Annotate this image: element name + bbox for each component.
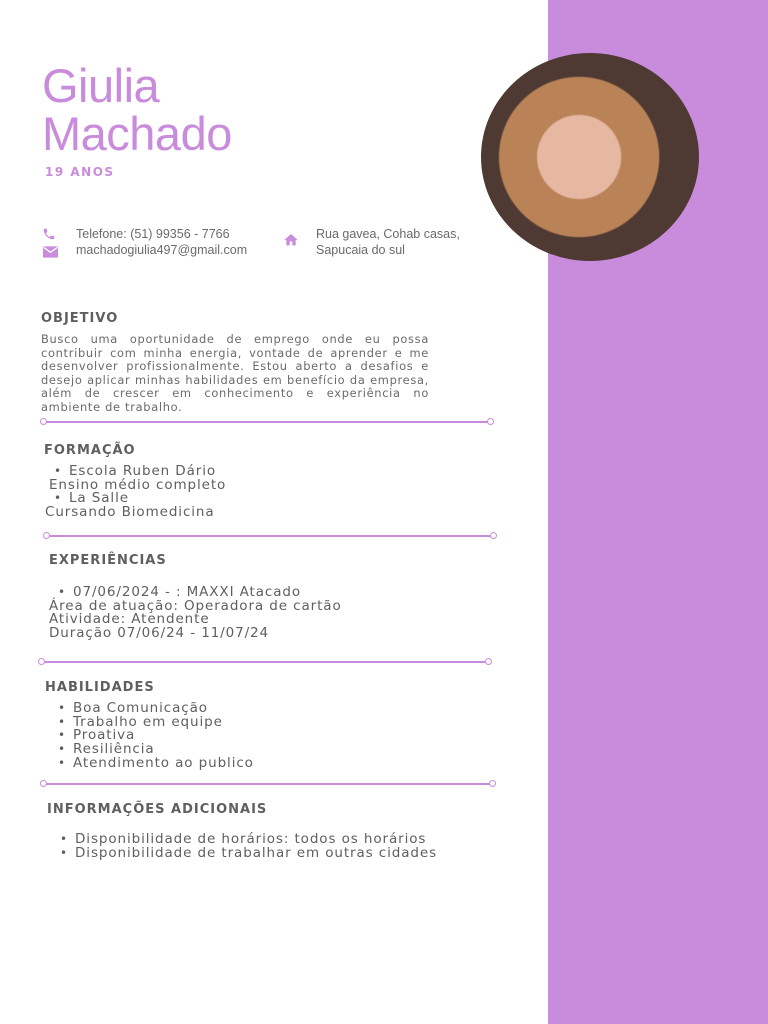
skill-item: • Trabalho em equipe bbox=[49, 716, 254, 730]
experiencias-title: EXPERIÊNCIAS bbox=[49, 553, 167, 568]
formacao-title: FORMAÇÃO bbox=[44, 443, 136, 458]
divider-3 bbox=[44, 661, 486, 663]
last-name: Machado bbox=[42, 107, 232, 160]
job-duration: Duração 07/06/24 - 11/07/24 bbox=[49, 625, 270, 642]
skill-item: • Boa Comunicação bbox=[49, 702, 254, 716]
address-info bbox=[316, 226, 460, 258]
full-name bbox=[42, 59, 232, 160]
school-2: • La Salle bbox=[45, 492, 226, 506]
habilidades-title: HABILIDADES bbox=[45, 680, 155, 695]
experiencias-list bbox=[49, 586, 342, 641]
profile-photo bbox=[481, 53, 699, 261]
informacoes-list bbox=[51, 833, 437, 860]
contact-info bbox=[76, 226, 247, 258]
objetivo-text: Busco uma oportunidade de emprego onde eu possa contribuir com minha energia, vontade de aprender e me desenvolver profissionalmente. Estou aberto a desafios e desejo aplicar minhas habilidades em benefício da empresa, além de crescer em conhecimento e experiência no ambiente de trabalho. bbox=[41, 332, 429, 414]
job-entry: • 07/06/2024 - : MAXXI Atacado bbox=[49, 586, 342, 600]
objetivo-title: OBJETIVO bbox=[41, 311, 119, 326]
address-line-2: Sapucaia do sul bbox=[316, 243, 405, 257]
divider-4 bbox=[46, 783, 490, 785]
job-activity: Atividade: Atendente bbox=[49, 611, 210, 628]
email-text: machadogiulia497@gmail.com bbox=[76, 243, 248, 257]
job-area: Área de atuação: Operadora de cartão bbox=[49, 597, 342, 614]
home-icon bbox=[283, 232, 299, 248]
informacoes-title: INFORMAÇÕES ADICIONAIS bbox=[47, 802, 268, 817]
email-icon bbox=[43, 246, 58, 258]
school-1: • Escola Ruben Dário bbox=[45, 465, 226, 479]
formacao-list bbox=[45, 465, 226, 520]
age-label: 19 ANOS bbox=[45, 165, 115, 179]
phone-icon bbox=[42, 226, 56, 242]
address-line-1: Rua gavea, Cohab casas, bbox=[316, 227, 460, 241]
info-item: • Disponibilidade de horários: todos os horários bbox=[51, 833, 437, 847]
skill-item: • Proativa bbox=[49, 729, 254, 743]
school-2-detail: Cursando Biomedicina bbox=[45, 504, 215, 521]
school-1-detail: Ensino médio completo bbox=[49, 476, 227, 493]
phone-text: Telefone: (51) 99356 - 7766 bbox=[76, 227, 230, 241]
skill-item: • Resiliência bbox=[49, 743, 254, 757]
divider-2 bbox=[49, 535, 491, 537]
skill-item: • Atendimento ao publico bbox=[49, 757, 254, 771]
habilidades-list bbox=[49, 702, 254, 771]
info-item: • Disponibilidade de trabalhar em outras cidades bbox=[51, 847, 437, 861]
divider-1 bbox=[46, 421, 488, 423]
first-name: Giulia bbox=[42, 59, 160, 112]
